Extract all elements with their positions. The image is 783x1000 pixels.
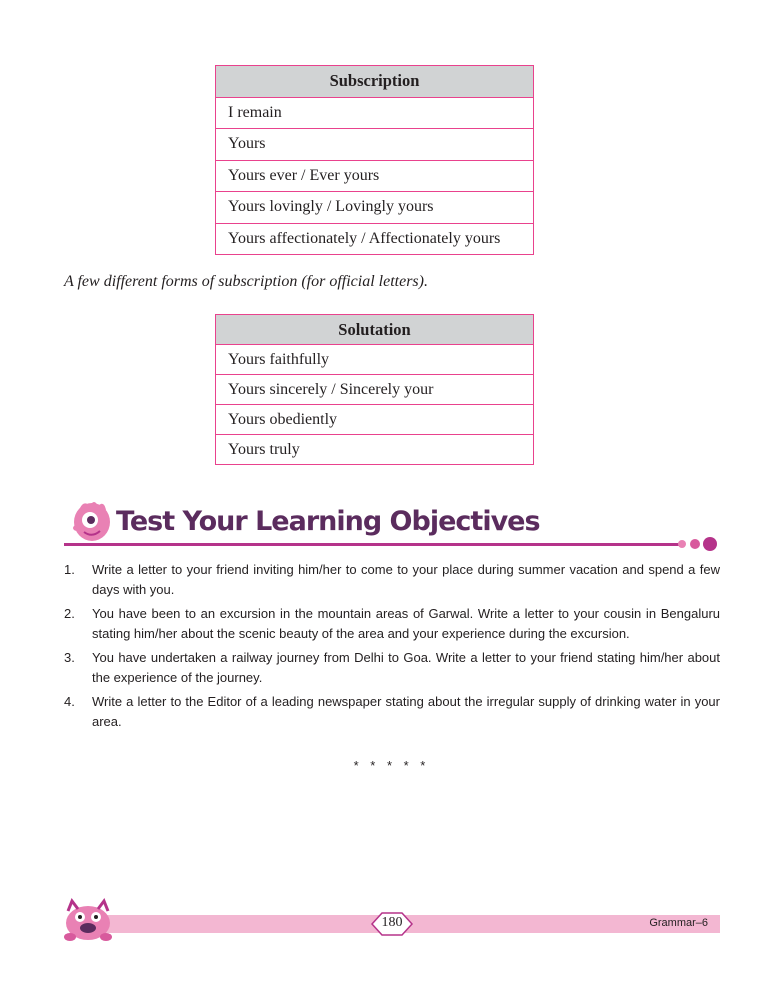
table-row: I remain: [216, 97, 534, 129]
item-number: 3.: [64, 650, 75, 665]
table-header: Subscription: [216, 66, 534, 98]
monster-icon: [62, 897, 114, 943]
table-row: Yours affectionately / Affectionately yours: [216, 223, 534, 255]
list-item: [64, 560, 720, 600]
table-row: Yours obediently: [216, 405, 534, 435]
solutation-table: [215, 314, 534, 465]
table-row: Yours sincerely / Sincerely your: [216, 375, 534, 405]
book-title: Grammar–6: [649, 917, 708, 929]
list-item: [64, 692, 720, 732]
table-row: Yours ever / Ever yours: [216, 160, 534, 192]
item-number: 2.: [64, 606, 75, 621]
subscription-table: [215, 65, 534, 255]
objectives-list: [64, 560, 720, 736]
item-number: 1.: [64, 562, 75, 577]
table-row: Yours lovingly / Lovingly yours: [216, 192, 534, 224]
table-row: Yours faithfully: [216, 345, 534, 375]
item-number: 4.: [64, 694, 75, 709]
mascot-icon: [70, 498, 114, 544]
item-text: Write a letter to the Editor of a leading newspaper stating about the irregular supply of drinking water in your area.: [92, 694, 720, 729]
end-mark: * * * * *: [353, 758, 430, 773]
dots-decoration-icon: [676, 537, 718, 551]
section-title: Test Your Learning Objectives: [116, 506, 540, 537]
table-row: Yours: [216, 129, 534, 161]
table-row: Yours truly: [216, 435, 534, 465]
page-number: 180: [381, 915, 403, 930]
item-text: Write a letter to your friend inviting him/her to come to your place during summer vacation and spend a few days with you.: [92, 562, 720, 597]
item-text: You have undertaken a railway journey from Delhi to Goa. Write a letter to your friend stating him/her about the experience of the journey.: [92, 650, 720, 685]
item-text: You have been to an excursion in the mountain areas of Garwal. Write a letter to your cousin in Bengaluru stating him/her about the scenic beauty of the area and your experience during the excursion.: [92, 606, 720, 641]
section-heading: [64, 496, 724, 556]
divider: [64, 543, 684, 546]
table-header: Solutation: [216, 315, 534, 345]
official-caption: A few different forms of subscription (for official letters).: [64, 273, 428, 290]
list-item: [64, 648, 720, 688]
list-item: [64, 604, 720, 644]
